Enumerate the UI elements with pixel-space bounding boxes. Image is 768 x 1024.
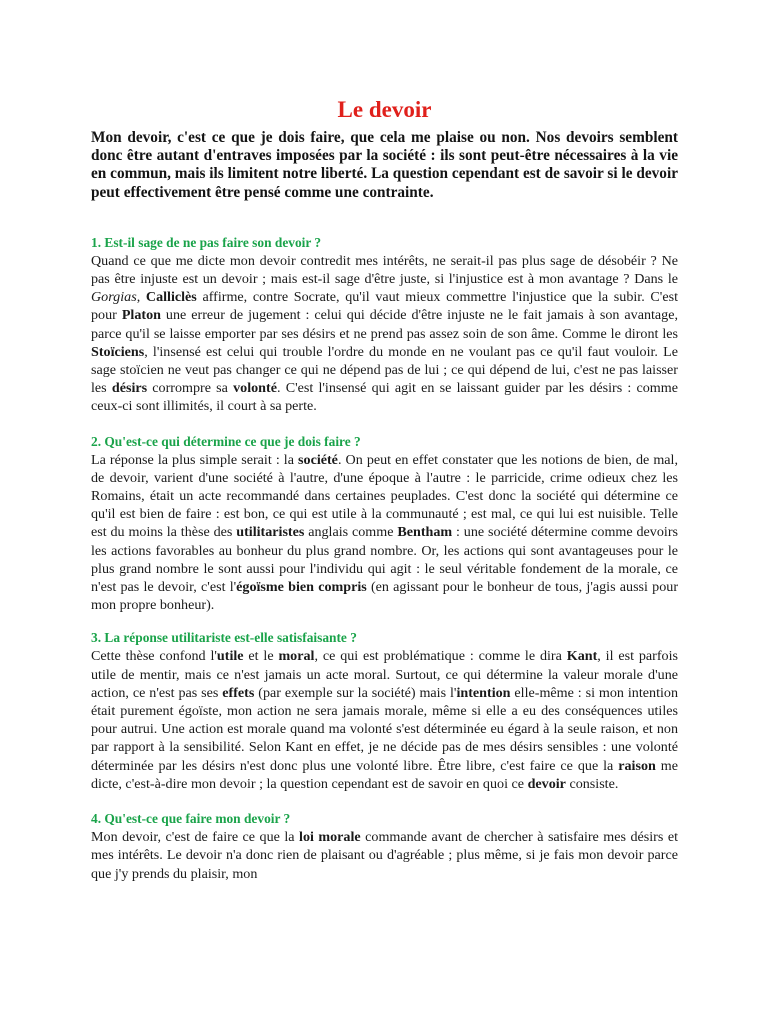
document-title: Le devoir [337,97,432,122]
section-3-heading: 3. La réponse utilitariste est-elle satisfaisante ? [91,630,357,646]
section-2-heading: 2. Qu'est-ce qui détermine ce que je dois faire ? [91,433,361,449]
intro-paragraph: Mon devoir, c'est ce que je dois faire, que cela me plaise ou non. Nos devoirs semblent donc être autant d'entraves imposées par la société : ils sont peut-être nécessaires à la vie en commun, mais ils limitent notre liberté. La question cependant est de savoir si le devoir peut effectivement être pensé comme une contrainte. [91,129,678,201]
section-3-paragraph: Cette thèse confond l'utile et le moral, ce qui est problématique : comme le dira Kant, il est parfois utile de mentir, mais ce n'est jamais un acte moral. Surtout, ce qui détermine la valeur morale d'une action, ce n'est pas ses effets (par exemple sur la société) mais l'intention elle-même : si mon intention était purement égoïste, mon action ne sera jamais morale, même si elle a eu des conséquences utiles pour autrui. Une action est morale quand ma volonté s'est déterminée eu égard à la seule raison, et non par rapport à la sensibilité. Selon Kant en effet, je ne décide pas de mes désirs sensibles : une volonté déterminée par les désirs n'est donc plus une volonté libre. Être libre, c'est faire ce que la raison me dicte, c'est-à-dire mon devoir ; la question cependant est de savoir en quoi ce devoir consiste. [91,648,678,792]
section-4-paragraph: Mon devoir, c'est de faire ce que la loi morale commande avant de chercher à satisfaire mes désirs et mes intérêts. Le devoir n'a donc rien de plaisant ou d'agréable ; plus même, si je fais mon devoir parce que j'y prends du plaisir, mon [91,829,679,882]
section-2-paragraph: La réponse la plus simple serait : la société. On peut en effet constater que les notions de bien, de mal, de devoir, varient d'une société à l'autre, d'une époque à l'autre : le parricide, crime odieux chez les Romains, était un acte recommandé dans certaines peuplades. C'est donc la société qui détermine ce qu'il est bien de faire : est bon, ce qui est utile à la communauté ; est mal, ce qui lui est nuisible. Telle est du moins la thèse des utilitaristes anglais comme Bentham : une société détermine comme devoirs les actions favorables au bonheur du plus grand nombre. Or, les actions qui sont avantageuses pour le plus grand nombre le sont aussi pour l'individu qui agit : le seul véritable fondement de la morale, ce n'est pas le devoir, c'est l'égoïsme bien compris (en agissant pour le bonheur de tous, j'agis aussi pour mon propre bonheur). [91,451,679,614]
section-1-heading: 1. Est-il sage de ne pas faire son devoir ? [91,234,322,250]
section-1-paragraph: Quand ce que me dicte mon devoir contredit mes intérêts, ne serait-il pas plus sage de désobéir ? Ne pas être injuste est un devoir ; mais est-il sage d'être juste, si l'injustice est à mon avantage ? Dans le Gorgias, Calliclès affirme, contre Socrate, qu'il vaut mieux commettre l'injustice que la subir. C'est pour Platon une erreur de jugement : celui qui décide d'être injuste ne le fait jamais à son avantage, parce qu'il se laisse emporter par ses désirs et ne prend pas assez soin de son âme. Comme le diront les Stoïciens, l'insensé est celui qui trouble l'ordre du monde en ne voulant pas ce qu'il faut vouloir. Le sage stoïcien ne veut pas changer ce qui ne dépend pas de lui ; ce qui dépend de lui, c'est ne pas laisser les désirs corrompre sa volonté. C'est l'insensé qui agit en se laissant guider par les désirs : comme ceux-ci sont illimités, il court à sa perte. [91,252,679,415]
section-4-heading: 4. Qu'est-ce que faire mon devoir ? [91,811,291,827]
